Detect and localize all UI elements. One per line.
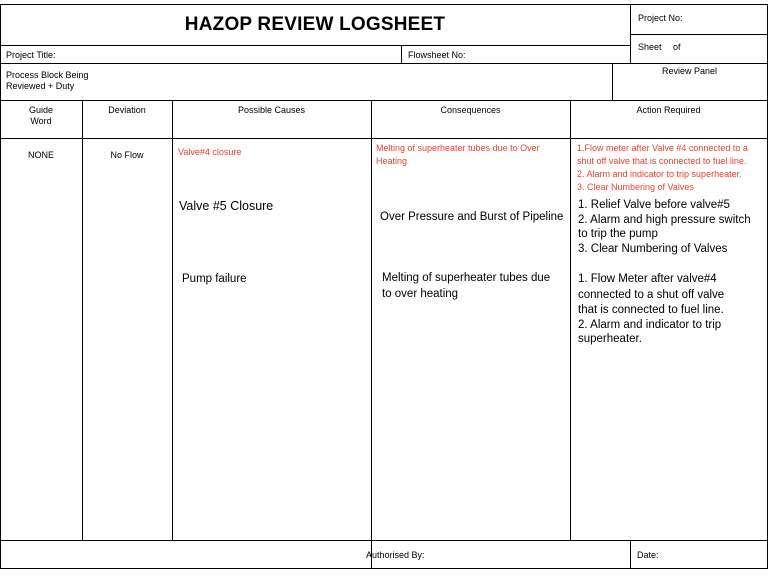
date-label: Date: [637,550,659,560]
action-1-line-2: shut off valve that is connected to fuel line. [577,156,747,166]
col-header-action-required: Action Required [636,105,701,115]
col-divider-3 [371,100,372,568]
action-3-line-1: 1. Flow Meter after valve#4 [578,273,717,285]
authorised-by-label: Authorised By: [366,550,425,560]
action-2-line-2: 2. Alarm and high pressure switch [578,214,751,226]
action-2-line-4: 3. Clear Numbering of Valves [578,243,728,255]
col-divider-4 [570,100,571,540]
project-title-label: Project Title: [6,50,56,60]
project-no-label: Project No: [638,13,683,23]
action-3-line-4: 2. Alarm and indicator to trip [578,319,722,331]
divider-project-no [630,34,768,35]
cause-3: Pump failure [182,273,247,285]
action-1-line-1: 1.Flow meter after Valve #4 connected to a [577,143,748,153]
consequence-1-line-2: Heating [376,156,408,166]
page-title: HAZOP REVIEW LOGSHEET [184,14,446,35]
guide-word-value: NONE [27,150,54,160]
col-header-guide-word: Guide [28,105,54,115]
border-left [0,4,1,569]
consequence-1: Melting of superheater tubes due to Over [376,143,540,153]
consequence-3: Melting of superheater tubes due [382,272,551,284]
consequence-3-line-2: to over heating [382,288,459,300]
action-1-line-4: 3. Clear Numbering of Valves [577,182,694,192]
action-1-line-3: 2. Alarm and indicator to trip superheater. [577,169,742,179]
divider-date [630,540,631,568]
divider-column-headers [0,138,768,139]
sheet-label: Sheet [638,42,662,52]
action-2-line-1: 1. Relief Valve before valve#5 [578,199,730,211]
border-bottom [0,568,768,569]
action-3-line-3: that is connected to fuel line. [578,304,724,316]
action-2-line-3: to trip the pump [578,228,658,240]
divider-title-right [630,4,631,63]
process-block-label: Process Block Being [6,70,89,80]
col-header-guide-word-2: Word [30,116,52,126]
col-divider-1 [82,100,83,540]
divider-flowsheet [401,45,402,63]
cause-2: Valve #5 Closure [179,199,274,213]
consequence-2: Over Pressure and Burst of Pipeline [380,211,564,223]
review-panel-label: Review Panel [661,66,718,76]
process-block-label-2: Reviewed + Duty [6,81,75,91]
divider-footer-top [0,540,768,541]
col-header-possible-causes: Possible Causes [237,105,306,115]
divider-title-bottom [0,45,630,46]
action-3-line-5: superheater. [578,333,642,345]
action-3-line-2: connected to a shut off valve [578,289,725,301]
flowsheet-no-label: Flowsheet No: [408,50,466,60]
col-header-consequences: Consequences [440,105,501,115]
divider-process-block [0,100,768,101]
col-divider-2 [172,100,173,540]
deviation-value: No Flow [110,150,144,160]
border-top [0,4,768,5]
cause-1: Valve#4 closure [178,147,242,157]
of-label: of [673,42,681,52]
divider-project-title [0,63,768,64]
col-header-deviation: Deviation [108,105,146,115]
